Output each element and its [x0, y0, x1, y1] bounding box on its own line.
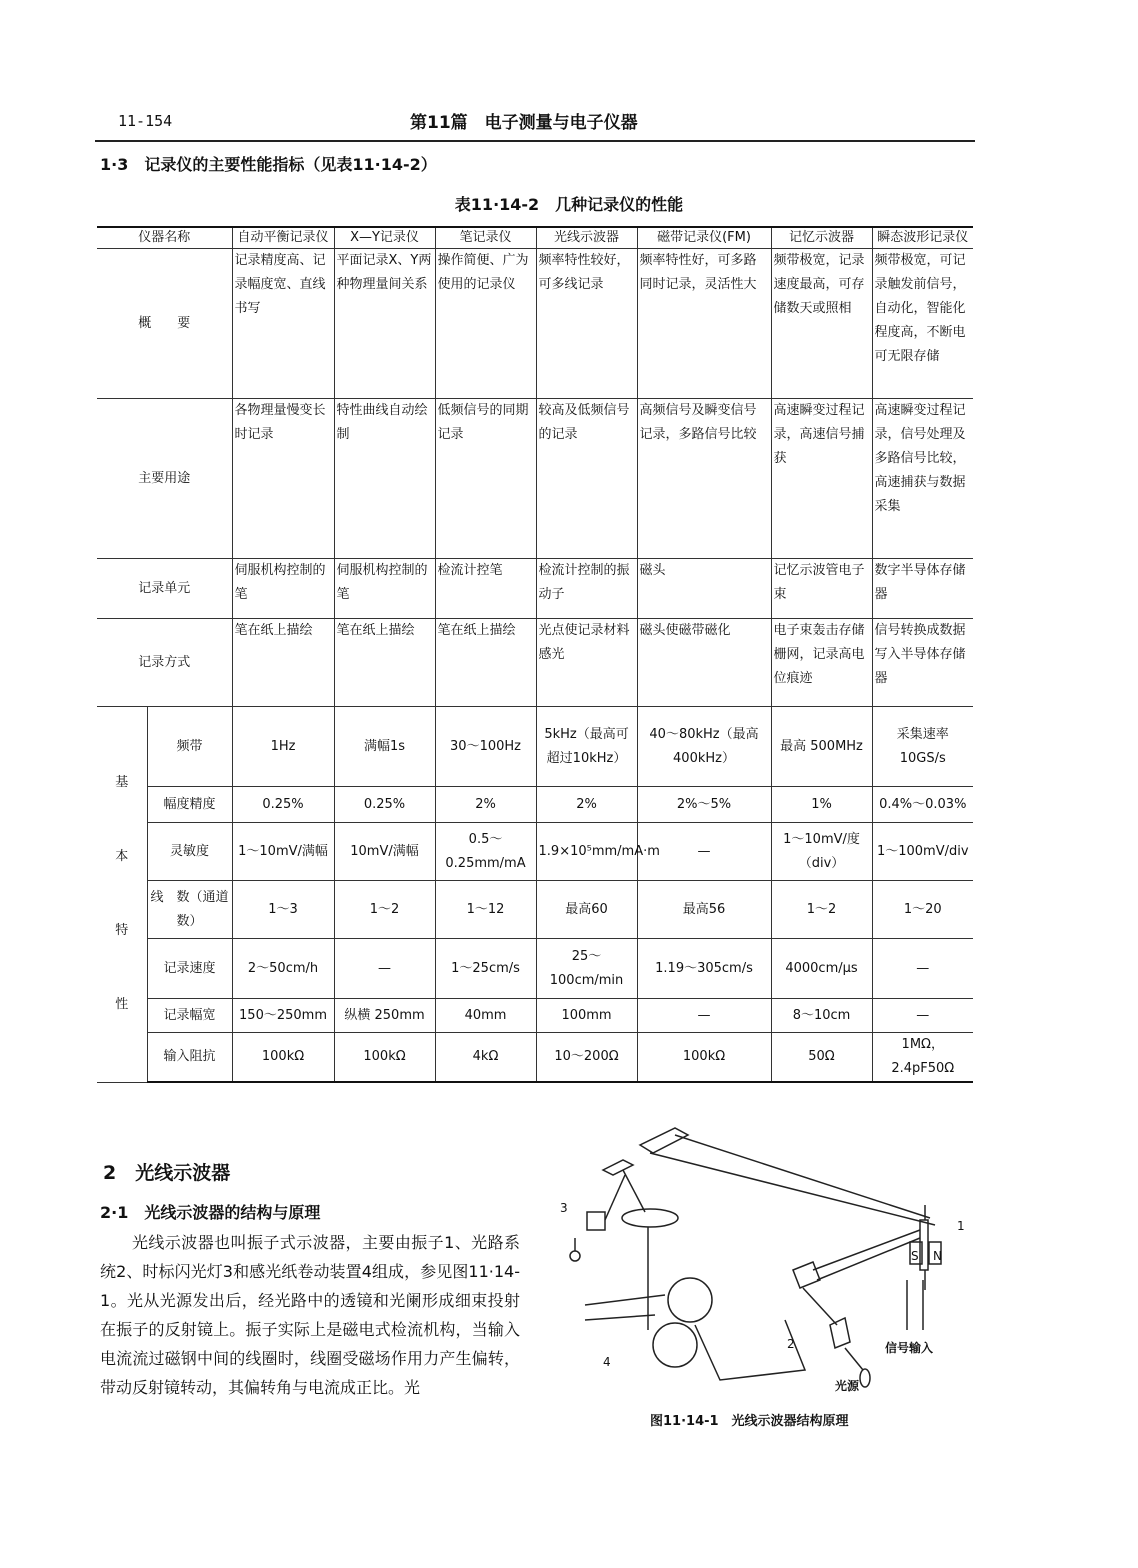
table-cell: 4kΩ — [435, 1033, 536, 1083]
table-cell: 高频信号及瞬变信号记录，多路信号比较 — [637, 399, 771, 559]
table-cell: 2%～5% — [637, 787, 771, 823]
table-cell: 1.19～305cm/s — [637, 939, 771, 999]
table-cell: 纵横 250mm — [334, 999, 435, 1033]
table-cell: 40mm — [435, 999, 536, 1033]
fig-label-source: 光源 — [835, 1379, 860, 1393]
table-cell: 4000cm/μs — [771, 939, 872, 999]
table-cell: 1～20 — [872, 881, 973, 939]
table-cell: 0.5～0.25mm/mA — [435, 823, 536, 881]
table-cell: 2～50cm/h — [232, 939, 334, 999]
table-cell: 1Hz — [232, 707, 334, 787]
table-cell: 2% — [435, 787, 536, 823]
table-row — [97, 399, 973, 559]
column-header: X—Y记录仪 — [334, 227, 435, 249]
table-cell: 操作简便、广为使用的记录仪 — [435, 249, 536, 399]
table-cell: — — [334, 939, 435, 999]
table-row — [97, 787, 973, 823]
lamp-icon — [570, 1212, 605, 1261]
table-cell: 1～2 — [334, 881, 435, 939]
table-cell: 1.9×10⁵mm/mA·m — [536, 823, 637, 881]
section-heading-2-1: 2·1 光线示波器的结构与原理 — [100, 1203, 321, 1222]
table-row — [97, 707, 973, 787]
table-cell: 2% — [536, 787, 637, 823]
table-cell: 1% — [771, 787, 872, 823]
section-heading-2: 2 光线示波器 — [103, 1162, 231, 1184]
table-cell: 1～2 — [771, 881, 872, 939]
table-cell: 最高60 — [536, 881, 637, 939]
table-cell: 笔在纸上描绘 — [435, 619, 536, 707]
table-row — [97, 1033, 973, 1083]
group-label-char: 基 — [115, 775, 129, 791]
table-cell: 低频信号的同期记录 — [435, 399, 536, 559]
small-mirror-icon — [603, 1160, 633, 1175]
fig-label-4: 4 — [603, 1355, 611, 1369]
column-header: 光线示波器 — [536, 227, 637, 249]
header-rule — [95, 140, 975, 142]
table-cell: 0.25% — [334, 787, 435, 823]
table-cell: 较高及低频信号的记录 — [536, 399, 637, 559]
table-cell: 频带极宽，记录速度最高，可存储数天或照相 — [771, 249, 872, 399]
table-cell: 10～200Ω — [536, 1033, 637, 1083]
table-cell: — — [637, 999, 771, 1033]
table-cell: 磁头 — [637, 559, 771, 619]
table-cell: — — [872, 999, 973, 1033]
table-cell: — — [637, 823, 771, 881]
group-label-char: 性 — [115, 997, 129, 1013]
table-cell: 笔在纸上描绘 — [232, 619, 334, 707]
table-cell: 40～80kHz（最高 400kHz） — [637, 707, 771, 787]
table-row — [97, 939, 973, 999]
table-row — [97, 559, 973, 619]
table-cell: 记录精度高、记录幅度宽、直线书写 — [232, 249, 334, 399]
table-corner: 仪器名称 — [97, 227, 232, 249]
subrow-label: 记录幅宽 — [147, 999, 232, 1033]
paper-roll-icon — [585, 1278, 805, 1380]
row-label: 记录单元 — [97, 559, 232, 619]
subrow-label: 灵敏度 — [147, 823, 232, 881]
table-cell: 频率特性较好，可多线记录 — [536, 249, 637, 399]
figure-caption: 图11·14-1 光线示波器结构原理 — [650, 1414, 849, 1429]
table-cell: 100kΩ — [334, 1033, 435, 1083]
table-cell: 1～100mV/div — [872, 823, 973, 881]
row-label: 主要用途 — [97, 399, 232, 559]
table-cell: — — [872, 939, 973, 999]
fig-label-n: N — [933, 1249, 942, 1263]
group-label-char: 特 — [115, 923, 129, 939]
table-row — [97, 249, 973, 399]
table-cell: 50Ω — [771, 1033, 872, 1083]
table-cell: 采集速率10GS/s — [872, 707, 973, 787]
table-cell: 8～10cm — [771, 999, 872, 1033]
optics-block-icon — [793, 1230, 920, 1387]
performance-table — [97, 226, 973, 1083]
table-title: 表11·14-2 几种记录仪的性能 — [454, 195, 684, 214]
table-cell: 100mm — [536, 999, 637, 1033]
column-header: 记忆示波器 — [771, 227, 872, 249]
table-cell: 100kΩ — [232, 1033, 334, 1083]
body-paragraph: 光线示波器也叫振子式示波器，主要由振子1、光路系统2、时标闪光灯3和感光纸卷动装置4组成，参见图11·14-1。光从光源发出后，经光路中的透镜和光阑形成细束投射在振子的反射镜上。振子实际上是磁电式检流机构，当输入电流流过磁钢中间的线圈时，线圈受磁场作用力产生偏转，带动反射镜转动，其偏转角与电流成正比。光 — [100, 1233, 520, 1397]
table-cell: 电子束轰击存储栅网，记录高电位痕迹 — [771, 619, 872, 707]
table-cell: 满幅1s — [334, 707, 435, 787]
galvanometer-icon — [907, 1205, 941, 1330]
table-cell: 频带极宽，可记录触发前信号，自动化，智能化程度高，不断电可无限存储 — [872, 249, 973, 399]
table-cell: 笔在纸上描绘 — [334, 619, 435, 707]
fig-label-2: 2 — [787, 1337, 795, 1351]
fig-label-1: 1 — [957, 1219, 965, 1233]
table-cell: 0.4%～0.03% — [872, 787, 973, 823]
subrow-label: 频带 — [147, 707, 232, 787]
group-label-char: 本 — [115, 849, 129, 865]
table-cell: 高速瞬变过程记录，高速信号捕获 — [771, 399, 872, 559]
fig-label-s: S — [911, 1249, 919, 1263]
table-cell: 检流计控笔 — [435, 559, 536, 619]
table-header-row — [97, 227, 973, 249]
group-label — [97, 707, 147, 1083]
top-mirror-icon — [640, 1128, 688, 1153]
table-cell: 5kHz（最高可超过10kHz） — [536, 707, 637, 787]
fig-label-3: 3 — [560, 1201, 568, 1215]
chapter-title: 第11篇 电子测量与电子仪器 — [410, 113, 638, 133]
column-header: 笔记录仪 — [435, 227, 536, 249]
table-cell: 检流计控制的振动子 — [536, 559, 637, 619]
table-cell: 磁头使磁带磁化 — [637, 619, 771, 707]
table-cell: 10mV/满幅 — [334, 823, 435, 881]
table-cell: 高速瞬变过程记录，信号处理及多路信号比较，高速捕获与数据采集 — [872, 399, 973, 559]
table-cell: 100kΩ — [637, 1033, 771, 1083]
table-cell: 频率特性好，可多路同时记录，灵活性大 — [637, 249, 771, 399]
subrow-label: 输入阻抗 — [147, 1033, 232, 1083]
table-cell: 1～10mV/满幅 — [232, 823, 334, 881]
section-heading-1-3: 1·3 记录仪的主要性能指标（见表11·14-2） — [100, 155, 437, 174]
table-cell: 1～10mV/度（div） — [771, 823, 872, 881]
table-row — [97, 823, 973, 881]
table-cell: 光点使记录材料感光 — [536, 619, 637, 707]
page-number: 11-154 — [118, 112, 173, 130]
table-cell: 最高56 — [637, 881, 771, 939]
table-cell: 1～12 — [435, 881, 536, 939]
subrow-label: 记录速度 — [147, 939, 232, 999]
column-header: 自动平衡记录仪 — [232, 227, 334, 249]
table-cell: 1～3 — [232, 881, 334, 939]
row-label: 概 要 — [97, 249, 232, 399]
subrow-label: 线 数（通道数） — [147, 881, 232, 939]
table-cell: 150～250mm — [232, 999, 334, 1033]
table-cell: 30～100Hz — [435, 707, 536, 787]
row-label: 记录方式 — [97, 619, 232, 707]
table-cell: 1～25cm/s — [435, 939, 536, 999]
table-cell: 1MΩ，2.4pF50Ω — [872, 1033, 973, 1083]
table-cell: 最高 500MHz — [771, 707, 872, 787]
table-cell: 特性曲线自动绘制 — [334, 399, 435, 559]
column-header: 瞬态波形记录仪 — [872, 227, 973, 249]
table-row — [97, 619, 973, 707]
oscillograph-diagram — [545, 1120, 985, 1400]
subrow-label: 幅度精度 — [147, 787, 232, 823]
table-row — [97, 999, 973, 1033]
column-header: 磁带记录仪(FM) — [637, 227, 771, 249]
table-cell: 平面记录X、Y两种物理量间关系 — [334, 249, 435, 399]
table-cell: 25～100cm/min — [536, 939, 637, 999]
table-cell: 伺服机构控制的笔 — [334, 559, 435, 619]
table-cell: 记忆示波管电子束 — [771, 559, 872, 619]
table-cell: 各物理量慢变长时记录 — [232, 399, 334, 559]
lens-icon — [622, 1209, 678, 1227]
table-row — [97, 881, 973, 939]
table-cell: 伺服机构控制的笔 — [232, 559, 334, 619]
table-cell: 数字半导体存储器 — [872, 559, 973, 619]
table-cell: 0.25% — [232, 787, 334, 823]
table-cell: 信号转换成数据写入半导体存储器 — [872, 619, 973, 707]
fig-label-input: 信号输入 — [885, 1341, 934, 1355]
